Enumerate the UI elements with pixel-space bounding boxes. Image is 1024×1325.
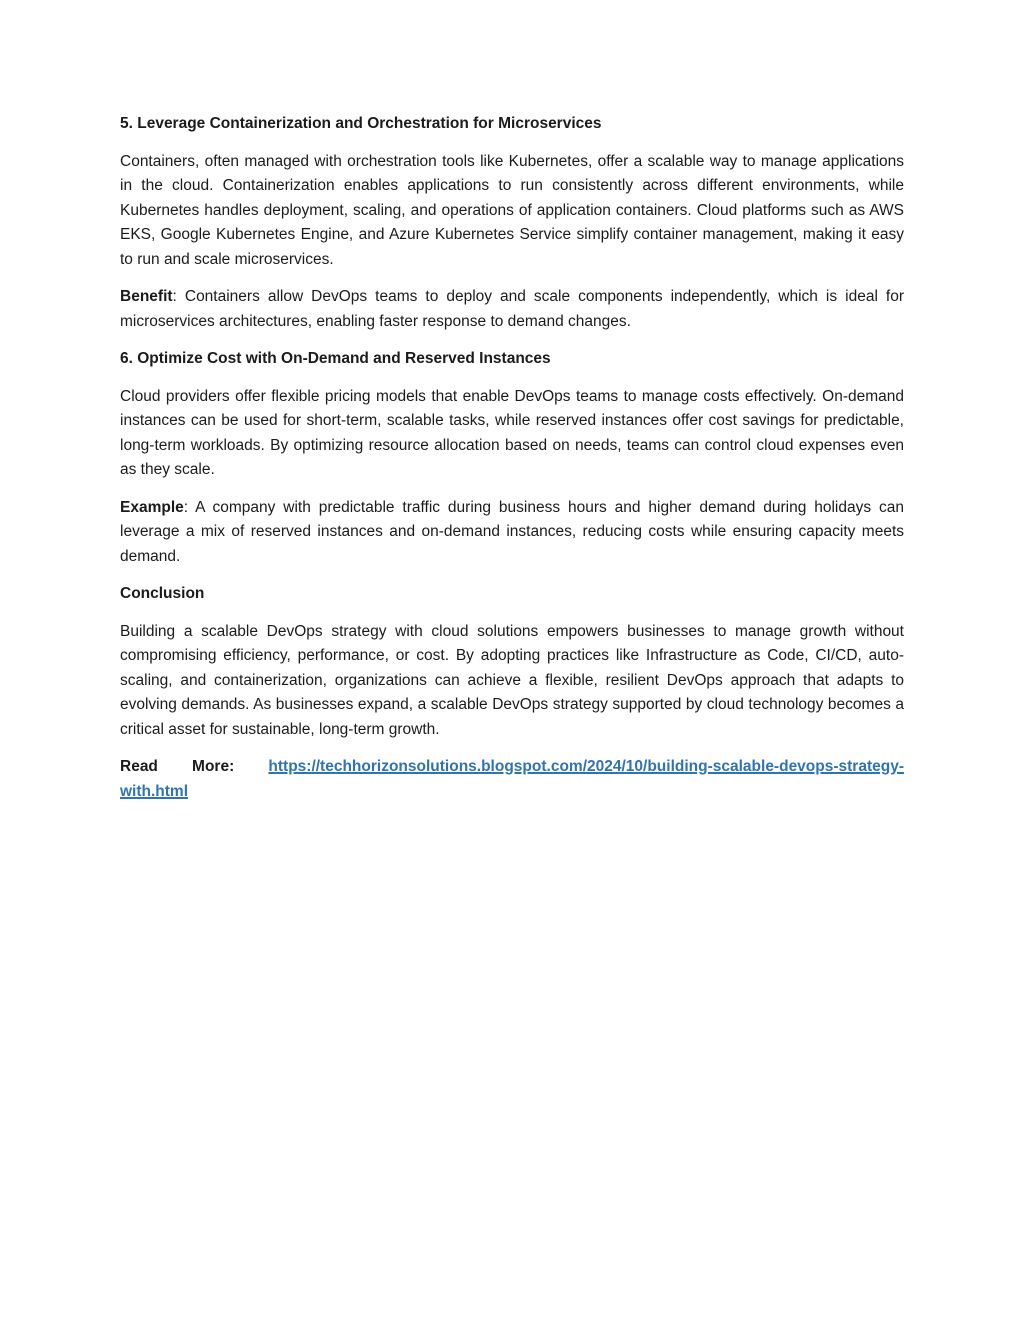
read-more-link-line1: https://techhorizonsolutions.blogspot.com/2024/10/building-scalable-devops-strategy- (268, 758, 904, 775)
document-content (120, 112, 904, 817)
paragraph-cost: Cloud providers offer flexible pricing models that enable DevOps teams to manage costs effectively. On-demand instances can be used for short-term, scalable tasks, while reserved instances offer cost savings for predictable, long-term workloads. By optimizing resource allocation based on needs, teams can control cloud expenses even as they scale. (120, 387, 904, 478)
paragraph-example (120, 496, 904, 570)
read-more-link-line2: with.html (120, 782, 189, 800)
heading-section-5: 5. Leverage Containerization and Orchestration for Microservices (120, 115, 602, 132)
read-more-line (120, 755, 904, 804)
example-text: : A company with predictable traffic during business hours and higher demand during holidays can leverage a mix of reserved instances and on-demand instances, reducing costs while ensuring capacity meets demand. (120, 498, 904, 565)
read-more-link[interactable] (120, 758, 904, 800)
read-more-label: Read More: (120, 758, 235, 775)
paragraph-benefit (120, 285, 904, 334)
benefit-text: : Containers allow DevOps teams to deploy and scale components independently, which is ideal for microservices architectures, enabling faster response to demand changes. (120, 288, 904, 330)
paragraph-containerization: Containers, often managed with orchestration tools like Kubernetes, offer a scalable way to manage applications in the cloud. Containerization enables applications to run consistently across different environments, while Kubernetes handles deployment, scaling, and operations of application containers. Cloud platforms such as AWS EKS, Google Kubernetes Engine, and Azure Kubernetes Service simplify container management, making it easy to run and scale microservices. (120, 152, 904, 268)
heading-section-6: 6. Optimize Cost with On-Demand and Reserved Instances (120, 350, 551, 367)
example-label: Example (120, 498, 184, 516)
benefit-label: Benefit (120, 288, 173, 305)
heading-conclusion: Conclusion (120, 585, 205, 602)
paragraph-conclusion: Building a scalable DevOps strategy with cloud solutions empowers businesses to manage growth without compromising efficiency, performance, or cost. By adopting practices like Infrastructure as Code, CI/CD, auto-scaling, and containerization, organizations can achieve a flexible, resilient DevOps approach that adapts to evolving demands. As businesses expand, a scalable DevOps strategy supported by cloud technology becomes a critical asset for sustainable, long-term growth. (120, 622, 904, 738)
